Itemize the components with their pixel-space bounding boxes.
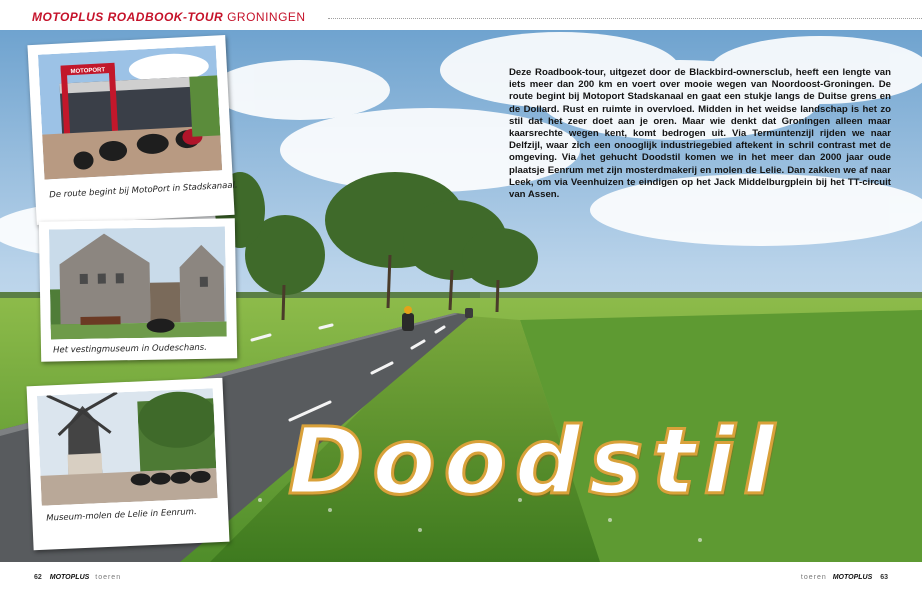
header-place: GRONINGEN bbox=[227, 10, 306, 24]
photo-vestingmuseum bbox=[49, 226, 227, 339]
headline: Doodstil bbox=[288, 408, 783, 515]
page-footer bbox=[0, 562, 922, 600]
header-brand: MOTOPLUS ROADBOOK-TOUR bbox=[32, 10, 224, 24]
page-number-right: 63 bbox=[880, 574, 888, 581]
header-title bbox=[32, 10, 306, 24]
section-name-right: toeren bbox=[800, 574, 827, 581]
magazine-name-left: MOTOPLUS bbox=[49, 574, 90, 581]
photo-caption: De route begint bij MotoPort in Stadskanaal. bbox=[49, 180, 238, 201]
motoport-sign: MOTOPORT bbox=[70, 67, 106, 76]
intro-text: Deze Roadbook-tour, uitgezet door de Blackbird-ownersclub, heeft een lengte van iets meer dan 200 km en voert over mooie wegen van Noordoost-Groningen. De route begint bij Motoport Stadskanaal en gaat een stukje langs de Duitse grens en de Dollard. Rust en ruimte in overvloed. Midden in het weidse landschap is het zo stil dat het zeer doet aan je oren. Maar wie denkt dat Groningen alleen maar kaarsrechte wegen kent, komt bedrogen uit. Via Termuntenzijl rijden we naar Delfzijl, waar zich een onooglijk industriegebied aftekent in schril contrast met de omgeving. Via het gehucht Doodstil komen we in het meer dan 2000 jaar oude plaatsje Eenrum met zijn mosterdmakerij en molen de Lelie. Dan zakken we af naar Leek, om via Veenhuizen te eindigen op het Jack Middelburgplein bij het TT-circuit van Assen. bbox=[509, 67, 891, 201]
header-rule bbox=[328, 18, 922, 19]
photo-card-vestingmuseum bbox=[39, 218, 237, 361]
photo-caption: Het vestingmuseum in Oudeschans. bbox=[52, 342, 207, 356]
section-name-left: toeren bbox=[95, 574, 122, 581]
photo-card-molen bbox=[27, 378, 230, 550]
photo-caption: Museum-molen de Lelie in Eenrum. bbox=[46, 507, 197, 524]
magazine-name-right: MOTOPLUS bbox=[832, 574, 873, 581]
photo-molen bbox=[37, 388, 218, 506]
photo-motoport bbox=[38, 45, 222, 179]
page-header bbox=[0, 0, 922, 30]
folio-right bbox=[801, 574, 890, 581]
photo-card-motoport bbox=[27, 35, 238, 225]
page-number-left: 62 bbox=[34, 574, 42, 581]
folio-left bbox=[32, 574, 121, 581]
